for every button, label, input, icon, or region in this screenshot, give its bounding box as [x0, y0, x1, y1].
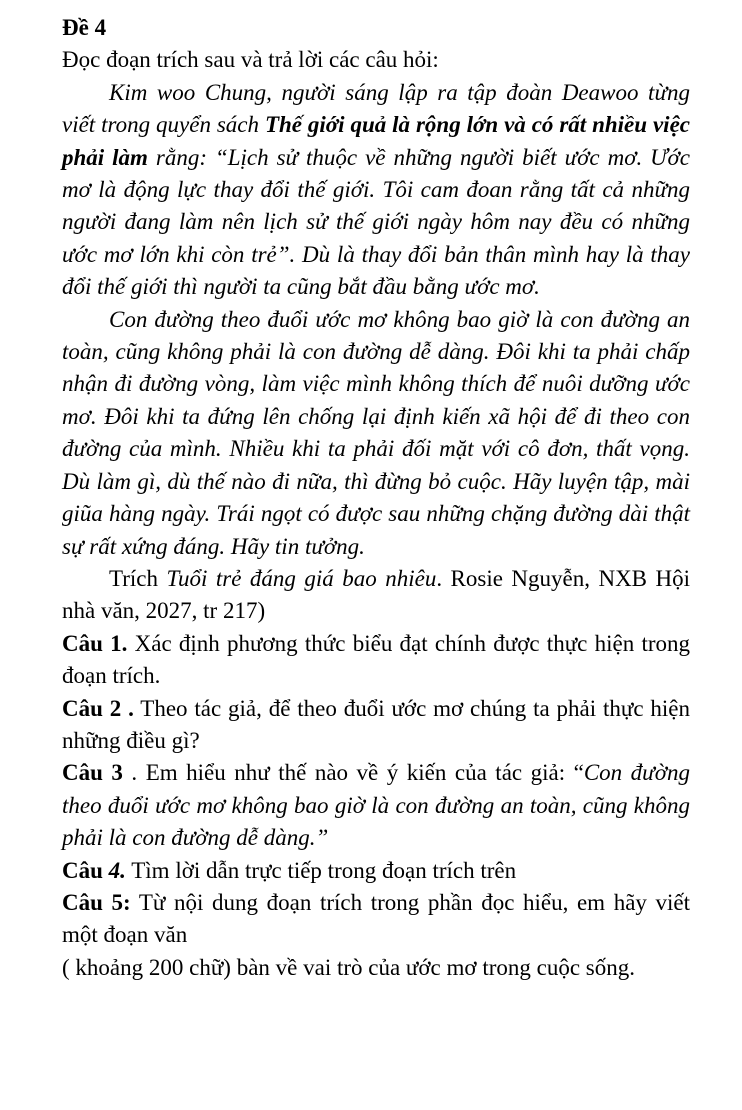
passage-intro: Kim woo Chung, người sáng lập ra tập đoàn Deawoo từng viết trong quyển sách — [62, 79, 690, 138]
question-5-continued: ( khoảng 200 chữ) bàn về vai trò của ước mơ trong cuộc sống. — [62, 954, 635, 980]
question-2 — [62, 693, 690, 758]
passage-quote: rằng: “Lịch sử thuộc về những người biết ước mơ. Ước mơ là động lực thay đổi thế giới. Tôi cam đoan rằng tất cả những người đang làm nên lịch sử thế giới ngày hôm nay đều có những ước mơ lớn khi còn trẻ”. Dù là thay đổi bản thân mình hay là thay đổi thế giới thì người ta cũng bắt đầu bằng ước mơ. — [62, 144, 690, 300]
question-3-label: Câu 3 — [62, 760, 123, 786]
question-5 — [62, 887, 690, 952]
passage-paragraph-2: Con đường theo đuổi ước mơ không bao giờ là con đường an toàn, cũng không phải là con đường dễ dàng. Đôi khi ta phải chấp nhận đi đường vòng, làm việc mình không thích để nuôi dưỡng ước mơ. Đôi khi ta đứng lên chống lại định kiến xã hội để đi theo con đường của mình. Nhiều khi ta phải đối mặt với cô đơn, thất vọng. Dù làm gì, dù thế nào đi nữa, thì đừng bỏ cuộc. Hãy luyện tập, mài giũa hàng ngày. Trái ngọt có được sau những chặng đường dài thật sự rất xứng đáng. Hãy tin tưởng. — [62, 306, 690, 559]
question-5-text: Từ nội dung đoạn trích trong phần đọc hiểu, em hãy viết một đoạn văn — [62, 889, 691, 948]
question-4 — [62, 855, 690, 887]
question-1-label: Câu 1. — [62, 630, 128, 656]
question-1 — [62, 628, 690, 693]
question-2-text: Theo tác giả, để theo đuổi ước mơ chúng ta phải thực hiện những điều gì? — [62, 695, 690, 753]
question-4-text: Tìm lời dẫn trực tiếp trong đoạn trích trên — [125, 857, 517, 883]
question-3-quote: Con đường theo đuổi ước mơ không bao giờ là con đường an toàn, cũng không phải là con đường dễ dàng.” — [62, 760, 690, 851]
citation-work: Tuổi trẻ đáng giá bao nhiêu — [166, 565, 437, 591]
question-4-label: Câu — [62, 857, 109, 883]
citation-prefix: Trích — [109, 565, 167, 591]
passage-paragraph-1 — [62, 77, 690, 304]
book-title: Thế giới quả là rộng lớn và có rất nhiều việc phải làm — [62, 112, 690, 170]
citation — [62, 563, 690, 628]
question-4-number: 4. — [108, 857, 126, 883]
question-1-text: Xác định phương thức biểu đạt chính được thực hiện trong đoạn trích. — [62, 630, 690, 689]
question-3-text: . Em hiểu như thế nào về ý kiến của tác giả: “ — [122, 760, 584, 786]
question-2-label: Câu 2 . — [62, 695, 134, 721]
exam-heading: Đề 4 — [62, 15, 107, 40]
question-5-label: Câu 5: — [62, 889, 131, 915]
instruction: Đọc đoạn trích sau và trả lời các câu hỏi: — [62, 47, 439, 73]
citation-rest: . Rosie Nguyễn, NXB Hội nhà văn, 2027, tr 217) — [62, 565, 691, 624]
question-3 — [62, 757, 690, 854]
